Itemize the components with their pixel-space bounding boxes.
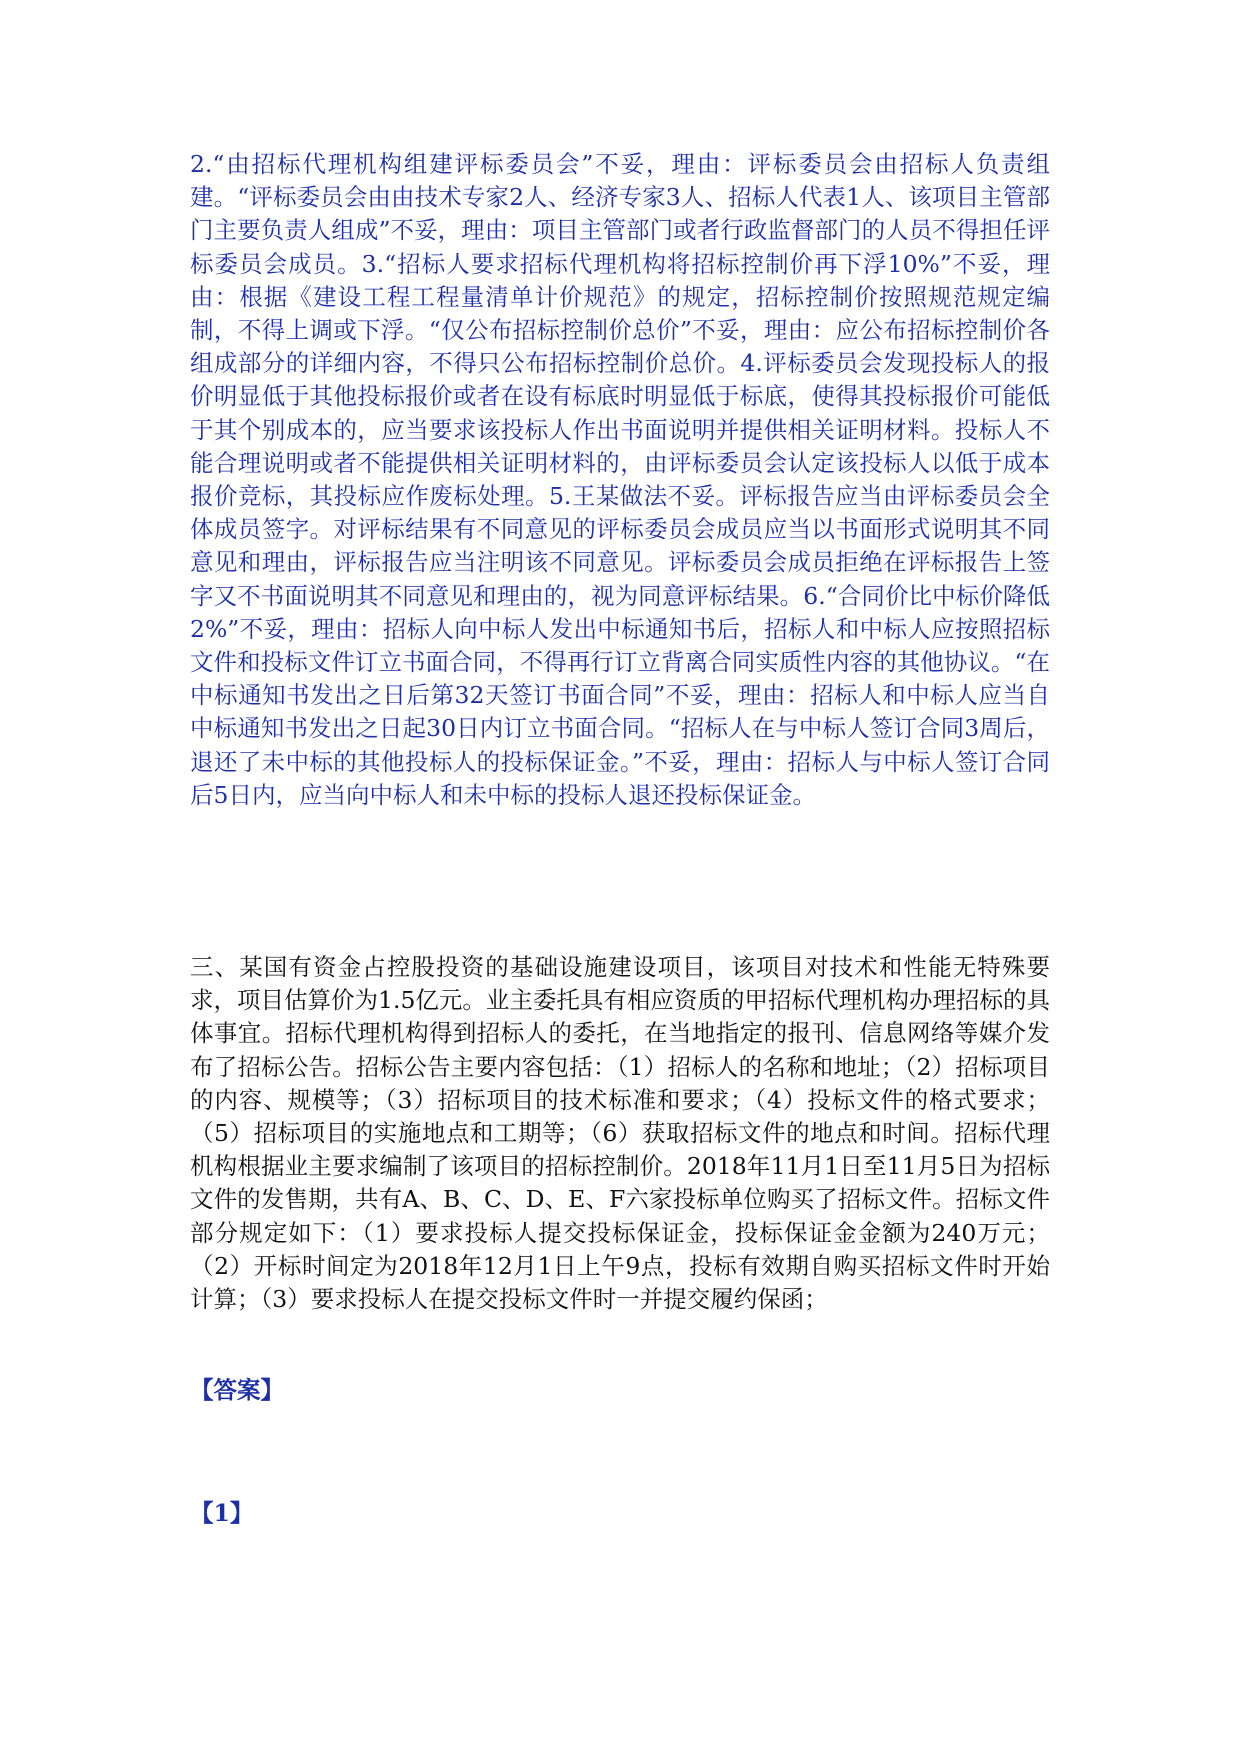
answer-heading: 【答案】	[190, 1376, 284, 1404]
answer-paragraph: 2.“由招标代理机构组建评标委员会”不妥，理由：评标委员会由招标人负责组建。“评标委员会由由技术专家2人、经济专家3人、招标人代表1人、该项目主管部门主要负责人组成”不妥，理由：项目主管部门或者行政监督部门的人员不得担任评标委员会成员。3.“招标人要求招标代理机构将招标控制价再下浮10%”不妥，理由：根据《建设工程工程量清单计价规范》的规定，招标控制价按照规范规定编制，不得上调或下浮。“仅公布招标控制价总价”不妥，理由：应公布招标控制价各组成部分的详细内容，不得只公布招标控制价总价。4.评标委员会发现投标人的报价明显低于其他投标报价或者在设有标底时明显低于标底，使得其投标报价可能低于其个别成本的，应当要求该投标人作出书面说明并提供相关证明材料。投标人不能合理说明或者不能提供相关证明材料的，由评标委员会认定该投标人以低于成本报价竞标，其投标应作废标处理。5.王某做法不妥。评标报告应当由评标委员会全体成员签字。对评标结果有不同意见的评标委员会成员应当以书面形式说明其不同意见和理由，评标报告应当注明该不同意见。评标委员会成员拒绝在评标报告上签字又不书面说明其不同意见和理由的，视为同意评标结果。6.“合同价比中标价降低2%”不妥，理由：招标人向中标人发出中标通知书后，招标人和中标人应按照招标文件和投标文件订立书面合同，不得再行订立背离合同实质性内容的其他协议。“在中标通知书发出之日后第32天签订书面合同”不妥，理由：招标人和中标人应当自中标通知书发出之日起30日内订立书面合同。“招标人在与中标人签订合同3周后，退还了未中标的其他投标人的投标保证金。”不妥，理由：招标人与中标人签订合同后5日内，应当向中标人和未中标的投标人退还投标保证金。	[190, 150, 1050, 809]
answer-sub-heading: 【1】	[190, 1499, 254, 1527]
question-paragraph: 三、某国有资金占控股投资的基础设施建设项目，该项目对技术和性能无特殊要求，项目估算价为1.5亿元。业主委托具有相应资质的甲招标代理机构办理招标的具体事宜。招标代理机构得到招标人的委托，在当地指定的报刊、信息网络等媒介发布了招标公告。招标公告主要内容包括：（1）招标人的名称和地址；（2）招标项目的内容、规模等；（3）招标项目的技术标准和要求；（4）投标文件的格式要求；（5）招标项目的实施地点和工期等；（6）获取招标文件的地点和时间。招标代理机构根据业主要求编制了该项目的招标控制价。2018年11月1日至11月5日为招标文件的发售期，共有A、B、C、D、E、F六家投标单位购买了招标文件。招标文件部分规定如下：（1）要求投标人提交投标保证金，投标保证金金额为240万元；（2）开标时间定为2018年12月1日上午9点，投标有效期自购买招标文件时开始计算；（3）要求投标人在提交投标文件时一并提交履约保函；	[190, 953, 1050, 1314]
